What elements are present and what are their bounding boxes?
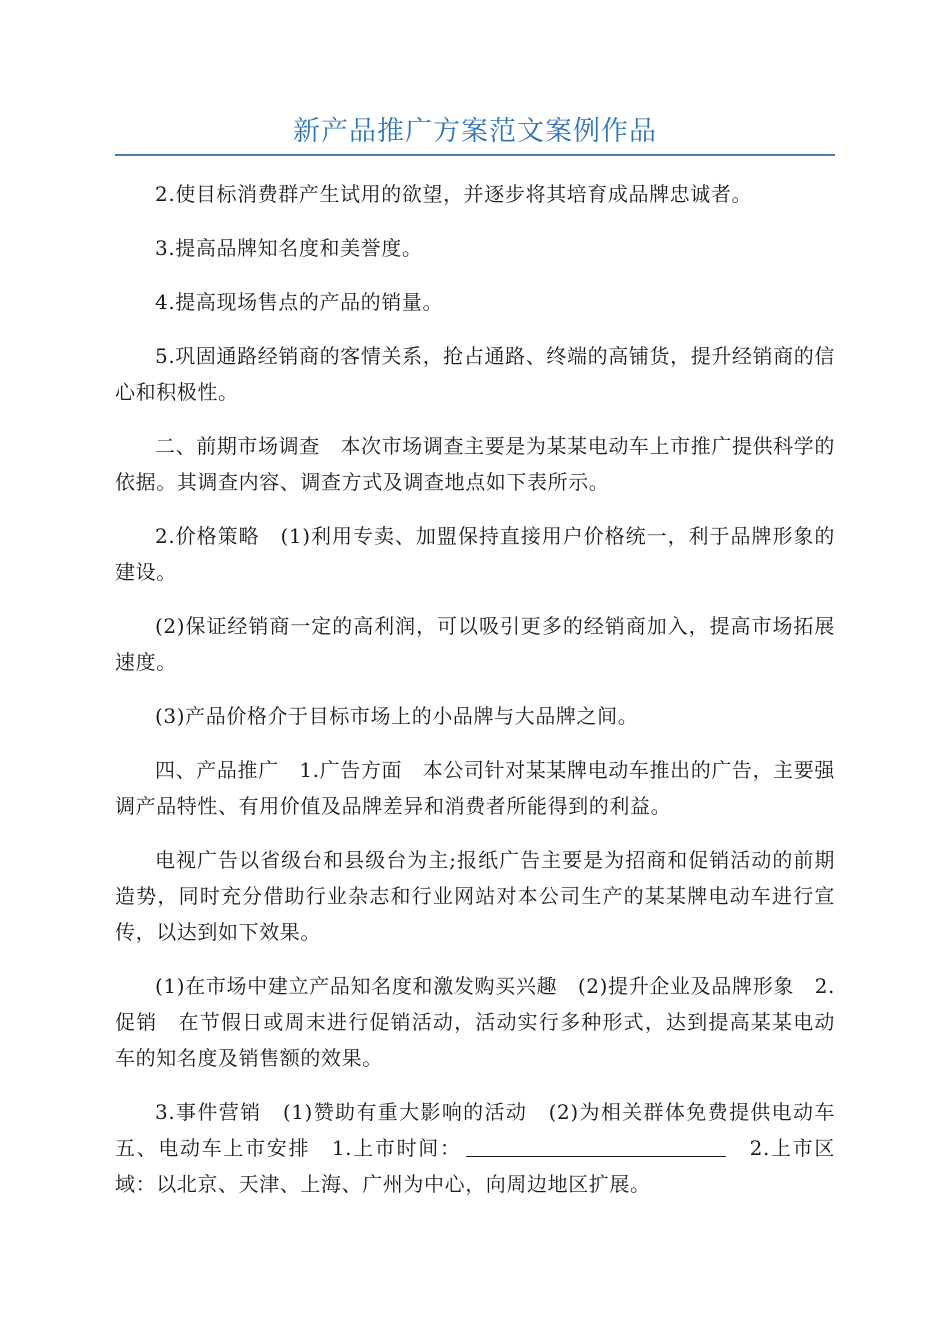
paragraph: (1)在市场中建立产品知名度和激发购买兴趣 (2)提升企业及品牌形象 2.促销 在节假日或周末进行促销活动，活动实行多种形式，达到提高某某电动车的知名度及销售额的效果。 bbox=[115, 974, 835, 1070]
paragraph: 2.价格策略 (1)利用专卖、加盟保持直接用户价格统一，利于品牌形象的建设。 bbox=[115, 524, 835, 584]
paragraph: 二、前期市场调查 本次市场调查主要是为某某电动车上市推广提供科学的依据。其调查内容、调查方式及调查地点如下表所示。 bbox=[115, 434, 835, 494]
paragraph-text: 3.事件营销 (1)赞助有重大影响的活动 (2)为相关群体免费提供电动车 五、电动车上市安排 1.上市时间： bbox=[115, 1100, 856, 1160]
paragraph: 2.使目标消费群产生试用的欲望，并逐步将其培育成品牌忠诚者。 bbox=[155, 182, 753, 206]
paragraph: (3)产品价格介于目标市场上的小品牌与大品牌之间。 bbox=[155, 704, 639, 728]
paragraph-with-blank bbox=[115, 1094, 856, 1202]
paragraph: 电视广告以省级台和县级台为主;报纸广告主要是为招商和促销活动的前期造势，同时充分借助行业杂志和行业网站对本公司生产的某某牌电动车进行宣传，以达到如下效果。 bbox=[115, 848, 835, 944]
paragraph: 3.提高品牌知名度和美誉度。 bbox=[155, 236, 423, 260]
fill-in-blank-line bbox=[466, 1134, 726, 1157]
paragraph: 4.提高现场售点的产品的销量。 bbox=[155, 290, 444, 314]
document-title: 新产品推广方案范文案例作品 bbox=[293, 116, 657, 147]
paragraph: 四、产品推广 1.广告方面 本公司针对某某牌电动车推出的广告，主要强调产品特性、有用价值及品牌差异和消费者所能得到的利益。 bbox=[115, 758, 835, 818]
paragraph: 5.巩固通路经销商的客情关系，抢占通路、终端的高铺货，提升经销商的信心和积极性。 bbox=[115, 344, 835, 404]
title-underline bbox=[115, 154, 835, 156]
paragraph-text: 2.上市区域：以北京、天津、上海、广州为中心，向周边地区扩展。 bbox=[115, 1136, 835, 1196]
document-body bbox=[115, 176, 856, 1220]
paragraph: (2)保证经销商一定的高利润，可以吸引更多的经销商加入，提高市场拓展速度。 bbox=[115, 614, 835, 674]
